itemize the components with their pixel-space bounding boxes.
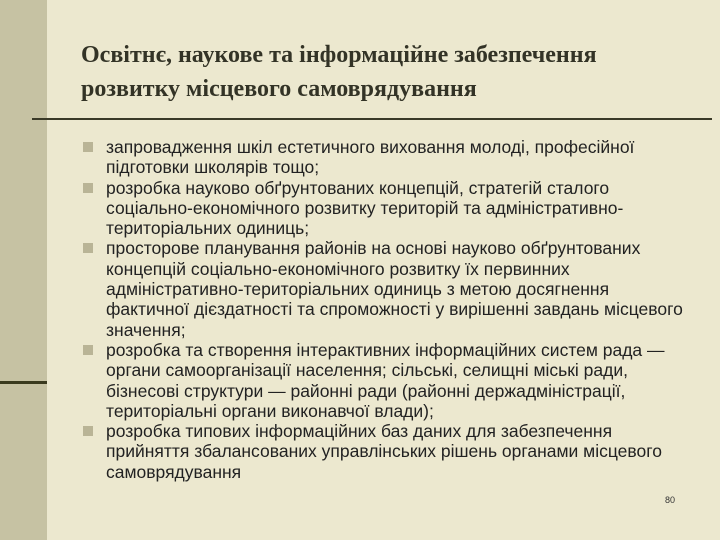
bullet-item: [83, 137, 683, 178]
bullet-item: [83, 178, 683, 239]
bullet-text: розробка науково обґрунтованих концепцій, стратегій сталого соціально-економічного розвитку територій та адміністративно-територіальних одиниць;: [106, 177, 624, 239]
slide-title: Освітнє, наукове та інформаційне забезпечення розвитку місцевого самоврядування: [81, 42, 597, 102]
bullet-text: розробка типових інформаційних баз даних для забезпечення прийняття збалансованих управлінських рішень органами місцевого самоврядування: [106, 421, 662, 482]
square-bullet-icon: [83, 142, 93, 152]
title-divider-line: [32, 118, 712, 120]
bullet-text: розробка та створення інтерактивних інформаційних систем рада — органи самоорганізації населення; сільські, селищні міські ради, бізнесові структури — районні ради (районні держадміністрації, територіальні органи виконавчої влади);: [106, 339, 665, 421]
left-decorative-band: [0, 0, 47, 540]
square-bullet-icon: [83, 426, 93, 436]
square-bullet-icon: [83, 243, 93, 253]
bullet-text: запровадження шкіл естетичного виховання молоді, професійної підготовки школярів тощо;: [106, 137, 635, 178]
square-bullet-icon: [83, 183, 93, 193]
bullet-item: [83, 238, 683, 339]
bullet-text: просторове планування районів на основі науково обґрунтованих концепцій соціально-економічного розвитку їх первинних адміністративно-територіальних одиниць з метою досягнення фактичної дієздатності та спроможності у вирішенні завдань місцевого значення;: [106, 238, 683, 340]
bullet-item: [83, 340, 683, 421]
square-bullet-icon: [83, 345, 93, 355]
bullet-item: [83, 421, 683, 482]
page-number: 80: [665, 495, 676, 505]
band-divider-line: [0, 381, 47, 384]
bullet-list: [83, 137, 683, 482]
